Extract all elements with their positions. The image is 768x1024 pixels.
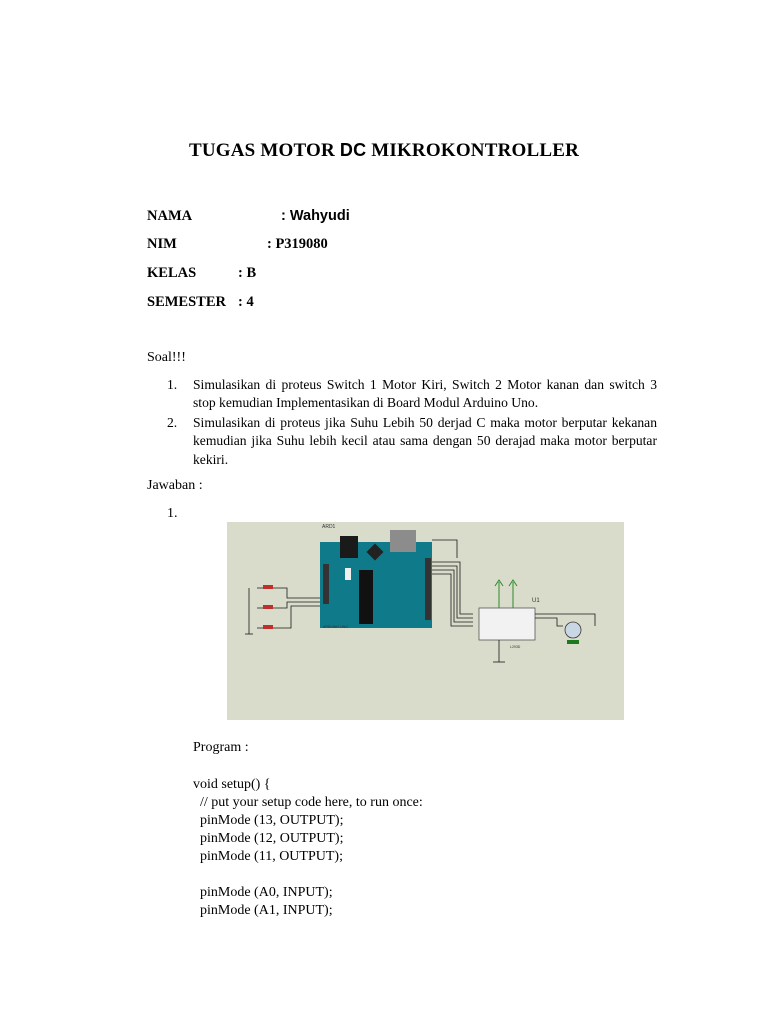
code-line: pinMode (11, OUTPUT); [193, 849, 343, 864]
motor-label-box [567, 640, 579, 644]
arduino-mcu [359, 570, 373, 624]
code-line: pinMode (12, OUTPUT); [193, 831, 344, 846]
motor-driver-ic [479, 608, 535, 640]
wires-arduino-driver [432, 540, 473, 626]
code-line: pinMode (A0, INPUT); [193, 885, 333, 900]
field-label: KELAS [147, 265, 197, 281]
field-label: SEMESTER [147, 294, 226, 310]
circuit-schematic [227, 522, 624, 720]
soal-label: Soal!!! [147, 350, 186, 365]
ard-sub-label: ARDUINO UNO [323, 625, 348, 629]
title-dc: DC [339, 140, 367, 160]
page-title: TUGAS MOTOR DC MIKROKONTROLLER [188, 140, 580, 161]
code-line: pinMode (13, OUTPUT); [193, 813, 344, 828]
question-2: 2. Simulasikan di proteus jika Suhu Lebih 50 derjad C maka motor berputar kekanan kemudian jika Suhu lebih kecil atau sama dengan 50 derajad maka motor berputar kekiri. [167, 415, 657, 467]
field-label: NAMA [147, 208, 193, 224]
field-nama [147, 208, 350, 225]
power-arrows [495, 580, 517, 608]
arduino-power-jack [340, 536, 358, 558]
field-label: NIM [147, 236, 177, 252]
circuit-diagram [227, 522, 624, 720]
code-line: void setup() { [193, 777, 271, 792]
field-value: : Wahyudi [281, 208, 350, 224]
answer-number: 1. [167, 506, 178, 521]
switches [263, 585, 273, 629]
arduino-header-left [323, 564, 329, 604]
field-value: : P319080 [267, 236, 328, 252]
switch-wiring [245, 588, 320, 634]
field-kelas [147, 265, 257, 282]
arduino-crystal [345, 568, 351, 580]
program-label: Program : [193, 740, 249, 755]
ard-label: ARD1 [322, 524, 336, 530]
field-value: : 4 [238, 294, 254, 310]
dc-motor [565, 622, 581, 638]
code-line: // put your setup code here, to run once: [193, 795, 423, 810]
chip-sub-label: L293D [510, 645, 521, 649]
jawaban-label: Jawaban : [147, 478, 203, 493]
arduino-usb [390, 530, 416, 552]
field-semester [147, 294, 254, 311]
question-1: 1. Simulasikan di proteus Switch 1 Motor Kiri, Switch 2 Motor kanan dan switch 3 stop kemudian Implementasikan di Board Modul Arduino Uno. [167, 377, 657, 411]
arduino-header-right [425, 558, 431, 620]
field-value: : B [238, 265, 257, 281]
field-nim [147, 236, 328, 253]
code-line: pinMode (A1, INPUT); [193, 903, 333, 918]
u-label: U1 [532, 598, 540, 604]
